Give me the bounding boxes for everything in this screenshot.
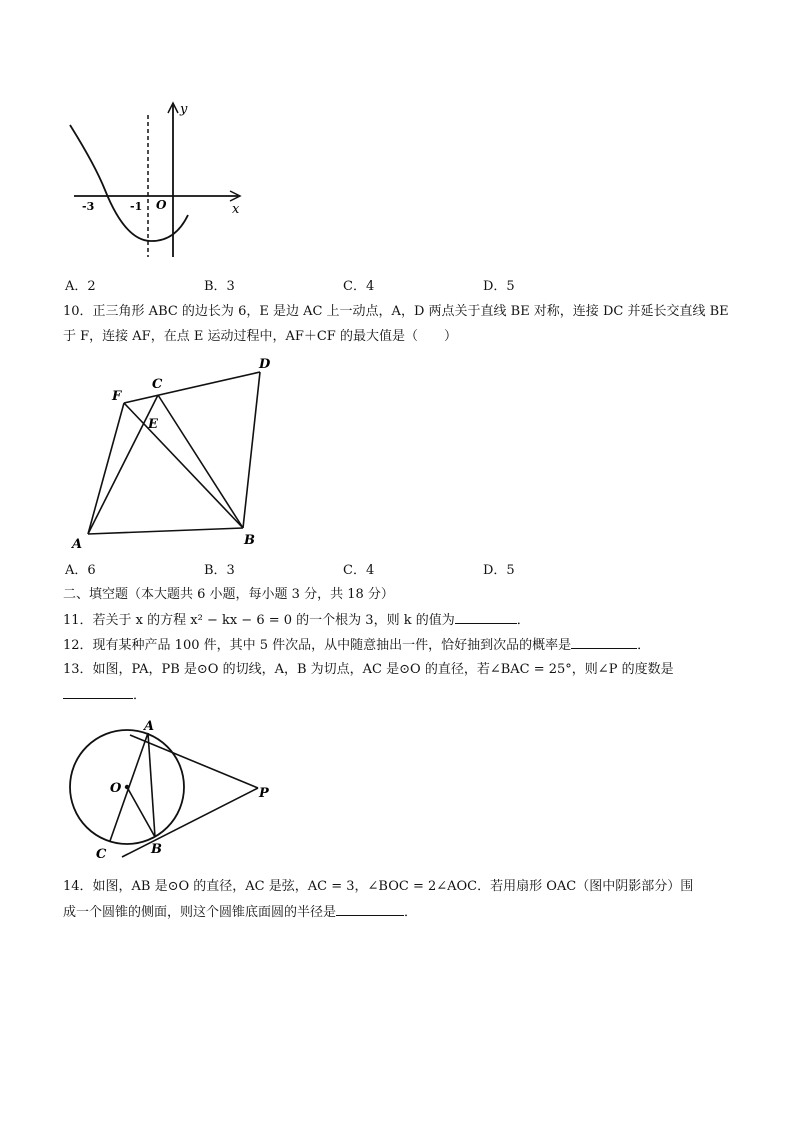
q10-triangle-figure — [60, 352, 280, 552]
q14-answer-blank — [336, 903, 404, 916]
q10-label-C: C — [152, 377, 163, 392]
q9-parabola-figure — [60, 95, 250, 265]
q9-option-d: D．5 — [483, 279, 515, 294]
q9-option-b: B．3 — [204, 279, 235, 294]
q14-line1: 14．如图，AB 是⊙O 的直径，AC 是弦，AC = 3，∠BOC = 2∠AOC．若用扇形 OAC（图中阴影部分）围 — [63, 879, 694, 894]
q9-x-label: x — [232, 202, 240, 217]
q10-seg-CB — [158, 395, 243, 528]
q12-end: ． — [637, 638, 651, 653]
q10-line1: 10．正三角形 ABC 的边长为 6，E 是边 AC 上一动点，A，D 两点关于直线 BE 对称，连接 DC 并延长交直线 BE — [63, 304, 729, 319]
q10-seg-AF — [88, 403, 124, 534]
q13-tangent-figure — [60, 715, 290, 865]
q12-text: 12．现有某种产品 100 件，其中 5 件次品，从中随意抽出一件，恰好抽到次品的概率是 — [63, 638, 572, 653]
q11-text: 11．若关于 x 的方程 x² − kx − 6 = 0 的一个根为 3，则 k 的值为 — [63, 613, 455, 628]
q10-seg-FD — [124, 372, 260, 403]
q10-option-b: B．3 — [204, 563, 235, 578]
q10-option-a: A．6 — [65, 563, 96, 578]
section2-heading: 二、填空题（本大题共 6 小题，每小题 3 分，共 18 分） — [63, 587, 394, 602]
q13-line1: 13．如图，PA，PB 是⊙O 的切线，A，B 为切点，AC 是⊙O 的直径，若∠BAC = 25°，则∠P 的度数是 — [63, 662, 674, 677]
q13-label-C: C — [96, 847, 107, 862]
q13-end: ． — [133, 688, 147, 703]
q9-y-label: y — [180, 102, 188, 117]
q10-label-D: D — [259, 357, 271, 372]
q10-option-c: C．4 — [343, 563, 375, 578]
q10-seg-AB — [88, 528, 243, 534]
q10-label-F: F — [112, 389, 122, 404]
q11-question — [63, 611, 530, 630]
q9-parabola-curve — [70, 125, 188, 241]
q13-answer-blank — [63, 686, 133, 699]
q9-origin-label: O — [156, 198, 167, 212]
q10-seg-FB — [124, 403, 243, 528]
q13-label-O: O — [110, 781, 122, 796]
q13-tangent-PB — [122, 788, 258, 857]
q13-label-B: B — [151, 842, 162, 857]
q13-center-point — [125, 785, 129, 789]
q13-seg-OB — [127, 787, 155, 837]
q12-question — [63, 636, 650, 655]
q13-line2 — [63, 686, 146, 705]
q9-tick-minus3: -3 — [82, 200, 95, 213]
q11-answer-blank — [455, 611, 517, 624]
q10-label-E: E — [148, 417, 158, 432]
q10-seg-DB — [243, 372, 260, 528]
q9-option-c: C．4 — [343, 279, 375, 294]
q10-option-d: D．5 — [483, 563, 515, 578]
q10-label-A: A — [72, 537, 83, 552]
q13-label-A: A — [144, 719, 155, 734]
q9-tick-minus1: -1 — [130, 200, 143, 213]
q9-option-a: A．2 — [65, 279, 96, 294]
q10-label-B: B — [244, 533, 255, 548]
q13-label-P: P — [259, 786, 269, 801]
q10-line2: 于 F，连接 AF，在点 E 运动过程中，AF＋CF 的最大值是（ ） — [63, 329, 457, 344]
q12-answer-blank — [571, 636, 637, 649]
q11-end: ． — [516, 613, 530, 628]
q14-line2 — [63, 903, 417, 922]
q10-seg-AC — [88, 395, 158, 534]
q14-text: 成一个圆锥的侧面，则这个圆锥底面圆的半径是 — [63, 905, 337, 920]
q14-end: ． — [404, 905, 418, 920]
q13-seg-AB — [148, 733, 155, 837]
